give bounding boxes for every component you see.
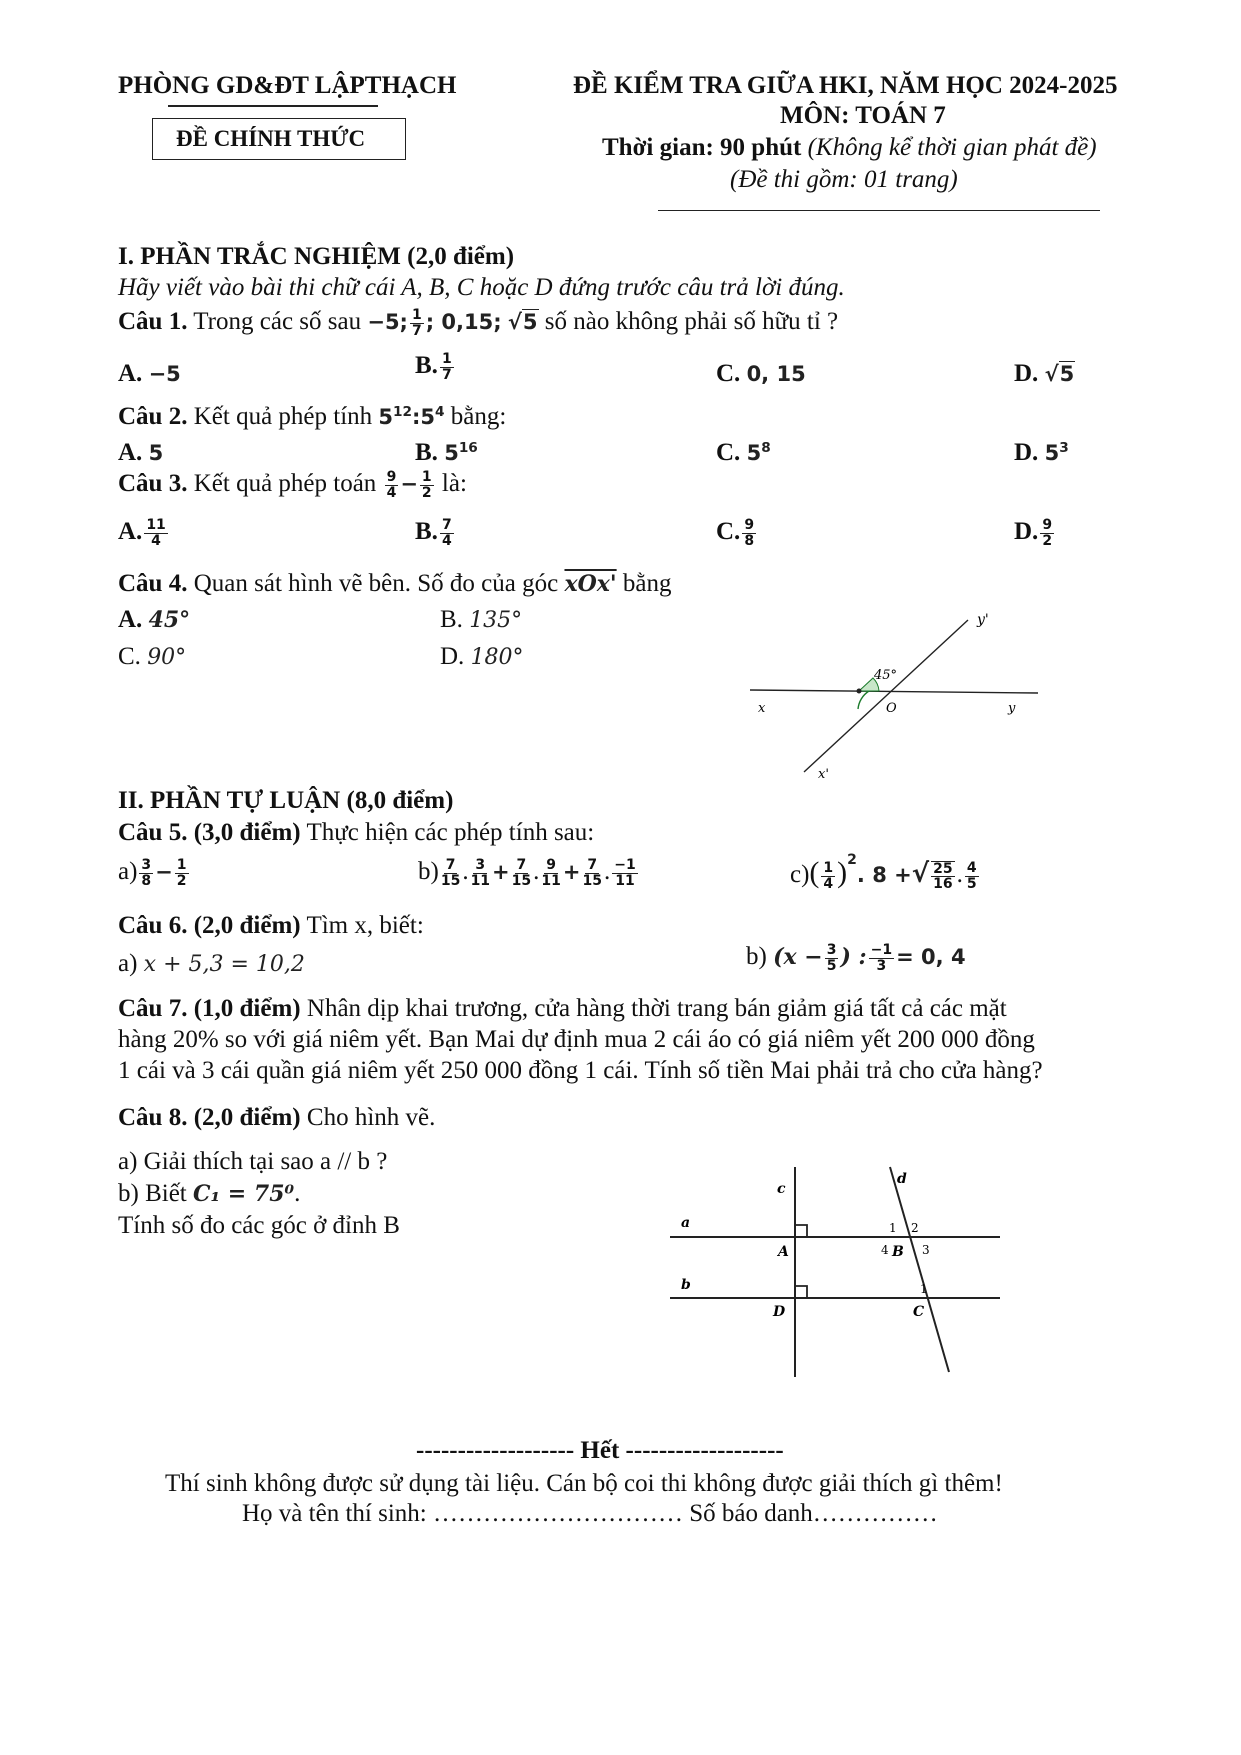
line-xy [750, 690, 1038, 693]
q5-a-label: a) [118, 858, 138, 885]
q5-a-f2n: 1 [176, 857, 187, 874]
q7-label: Câu 7. (1,0 điểm) [118, 995, 301, 1022]
label-point-d: D [773, 1304, 786, 1320]
q1-option-a [118, 360, 181, 388]
q6-b-f2n: −1 [870, 942, 893, 959]
candidate-info-line: Họ và tên thí sinh: ………………………… Số báo danh…………… [242, 1500, 938, 1527]
label-45: 45° [874, 668, 898, 683]
q5-b-f4n: 9 [546, 857, 556, 874]
q1-opt-d-label: D. [1014, 360, 1039, 387]
q8-text: Cho hình vẽ. [306, 1104, 436, 1131]
q1-opt-b-den: 7 [441, 366, 452, 383]
q4-option-d [440, 643, 524, 671]
q2-opt-c-label: C. [716, 439, 741, 466]
time-label: Thời gian: 90 phút [602, 134, 802, 161]
q5-b-f3n: 7 [516, 857, 527, 874]
q3-text-a: Kết quả phép toán [193, 470, 377, 497]
q3-opt-c-label: C. [716, 518, 741, 545]
q3-opt-a-den: 4 [151, 532, 161, 549]
q2-label: Câu 2. [118, 403, 188, 430]
q2-text-a: Kết quả phép tính [193, 403, 373, 430]
q2-opt-a-label: A. [118, 439, 143, 466]
q3-f2-den: 2 [421, 484, 432, 501]
q3-text-b: là: [441, 470, 467, 497]
q4-opt-d-label: D. [440, 643, 465, 670]
q3-f1-num: 9 [386, 469, 397, 486]
q5-b-plus1: + [492, 860, 510, 884]
q5-c-f1d: 4 [823, 875, 834, 892]
q3-frac1 [385, 470, 399, 500]
q5-b-f1d: 15 [440, 872, 461, 889]
header-rule [658, 210, 1100, 211]
q4-opt-b-label: B. [440, 606, 463, 633]
angle-b4-label: 4 [881, 1243, 889, 1257]
q1-opt-a-label: A. [118, 360, 143, 387]
q6-part-b [746, 943, 966, 973]
q6-a-expr: x + 5,3 = 10,2 [143, 952, 305, 977]
department-underline [168, 105, 378, 107]
q2-base1: 5 [378, 405, 394, 429]
q5-b-f4d: 11 [541, 872, 561, 889]
q3-opt-a-label: A. [118, 518, 143, 545]
angle-c1-label: 1 [920, 1282, 928, 1296]
q1-option-d [1014, 360, 1075, 388]
q2-opt-b-label: B. [415, 439, 438, 466]
q3-opt-c-num: 9 [744, 517, 755, 534]
q4-opt-c-label: C. [118, 643, 141, 670]
q2-exp1: 12 [393, 404, 413, 420]
right-angle-d [795, 1286, 807, 1298]
department-name: PHÒNG GD&ĐT LẬPTHẠCH [118, 72, 457, 99]
q4-option-b [440, 606, 522, 634]
q7-line3: 1 cái và 3 cái quần giá niêm yết 250 000 đồng 1 cái. Tính số tiền Mai phải trả cho cửa hàng? [118, 1057, 1043, 1084]
time-note: (Không kể thời gian phát đề) [807, 134, 1097, 161]
q4-opt-c-value: 90° [147, 645, 187, 670]
q2-opt-d-exp: 3 [1059, 440, 1069, 456]
q6-part-a [118, 950, 305, 978]
q3-f1-den: 4 [386, 484, 397, 501]
label-b: b [681, 1277, 691, 1293]
question-2 [118, 403, 506, 431]
q4-text-a: Quan sát hình vẽ bên. Số đo của góc [193, 570, 559, 597]
q5-c-f1n: 1 [823, 860, 834, 877]
q3-frac2 [420, 470, 434, 500]
q1-math-a: −5; [367, 310, 408, 334]
q8-parallel-figure [665, 1160, 1010, 1382]
q3-option-b [415, 518, 456, 548]
q3-opt-a-num: 11 [146, 517, 166, 534]
label-point-c: C [913, 1304, 925, 1320]
q3-opt-b-den: 4 [441, 532, 452, 549]
q1-opt-b-frac [440, 352, 454, 382]
q6-b-f1n: 3 [826, 942, 837, 959]
official-badge: ĐỀ CHÍNH THỨC [176, 126, 366, 151]
q1-label: Câu 1. [118, 308, 188, 335]
q5-b-plus2: + [562, 860, 581, 884]
q2-opt-d-label: D. [1014, 439, 1039, 466]
q5-c-mul: . 8 + [856, 863, 912, 887]
q3-minus: − [400, 472, 418, 496]
q5-a-op: − [155, 860, 173, 884]
q3-opt-d-label: D. [1014, 518, 1039, 545]
q6-text: Tìm x, biết: [306, 912, 424, 939]
q5-part-b: b) $\frac{7}{15}$ . $\frac{3}{11}$ + $\frac{7}{15}$ . $\frac{9}{11}$ + $\frac{7}{15}$ . $\frac{-1}{11}$ [418, 857, 636, 889]
q3-opt-d-num: 9 [1042, 517, 1053, 534]
angle-b3-label: 3 [922, 1243, 930, 1257]
question-1 [118, 308, 838, 338]
label-y: y [1008, 701, 1016, 716]
label-point-a: A [778, 1244, 789, 1260]
q3-label: Câu 3. [118, 470, 188, 497]
q5-b-f1n: 7 [445, 857, 456, 874]
q4-label: Câu 4. [118, 570, 188, 597]
q6-b-f2d: 3 [876, 957, 887, 974]
q6-b-pre: (x − [773, 944, 823, 970]
q2-option-b [415, 439, 478, 467]
q1-sqrt: √5 [507, 310, 538, 334]
q8-part-b-line2: Tính số đo các góc ở đỉnh B [118, 1212, 400, 1239]
q3-option-c [716, 518, 758, 548]
q4-angle: xOx' [564, 571, 617, 597]
label-x: x [758, 701, 766, 716]
q2-option-a [118, 439, 163, 467]
q5-b-f6d: 11 [615, 872, 635, 889]
q5-c-exp: 2 [847, 852, 857, 868]
q3-option-d [1014, 518, 1056, 548]
q1-math-b: ; 0,15; [425, 310, 502, 334]
label-x-prime: x' [818, 767, 829, 782]
label-y-prime: y' [977, 612, 989, 628]
q3-opt-c-den: 8 [744, 532, 755, 549]
q5-c-sqrt-d: 16 [933, 876, 953, 893]
q6-b-label: b) [746, 943, 767, 970]
q5-c-sqrt-n: 25 [933, 860, 953, 877]
line-xx-prime [804, 620, 968, 772]
q4-option-a [118, 606, 190, 634]
q6-a-label: a) [118, 950, 138, 977]
q6-b-f1d: 5 [826, 957, 837, 974]
q3-opt-d-den: 2 [1042, 532, 1053, 549]
q4-opt-a-value: 45° [148, 607, 191, 633]
time-line [602, 134, 1097, 162]
question-3 [118, 470, 467, 500]
q1-opt-c-value: 0, 15 [746, 362, 806, 386]
footer-note: Thí sinh không được sử dụng tài liệu. Cán bộ coi thi không được giải thích gì thêm! [165, 1470, 1003, 1497]
q1-text-b: số nào không phải số hữu tỉ ? [544, 308, 839, 335]
q8-b-pre: b) Biết [118, 1180, 187, 1207]
q2-option-c [716, 439, 771, 467]
q4-opt-b-value: 135° [469, 608, 523, 633]
q2-opt-c-exp: 8 [761, 440, 771, 456]
label-o: O [886, 701, 897, 716]
q5-b-f5d: 15 [582, 872, 602, 889]
label-c: c [777, 1181, 786, 1197]
part2-title: II. PHẦN TỰ LUẬN (8,0 điểm) [118, 787, 454, 814]
q1-fraction [410, 308, 424, 338]
q2-exp2: 4 [435, 404, 445, 420]
q4-angle-figure [750, 600, 1050, 790]
q3-opt-b-num: 7 [441, 517, 452, 534]
q2-expression [378, 405, 444, 429]
q1-text-a: Trong các số sau [193, 308, 362, 335]
q5-b-f5n: 7 [587, 857, 598, 874]
q5-b-f2n: 3 [475, 857, 486, 874]
q5-a-f1d: 8 [141, 872, 152, 889]
q6-label: Câu 6. (2,0 điểm) [118, 912, 301, 939]
q4-opt-a-label: A. [118, 606, 143, 633]
right-angle-a [795, 1225, 807, 1237]
q6-b-mid: ) : [840, 944, 867, 970]
q5-b-f6n: −1 [614, 857, 636, 874]
angle-b2-label: 2 [911, 1221, 919, 1235]
angle-arc [858, 691, 869, 709]
subject: MÔN: TOÁN 7 [780, 102, 946, 129]
line-d [890, 1167, 949, 1372]
q1-opt-d-value: 5 [1059, 362, 1075, 386]
question-7-line1 [118, 995, 1007, 1023]
q1-opt-d-sqrt: √5 [1044, 362, 1075, 386]
q4-opt-d-value: 180° [470, 645, 524, 670]
q1-frac-den: 7 [411, 322, 422, 339]
q5-c-label: c) [790, 861, 810, 888]
q1-option-b [415, 352, 456, 382]
question-4 [118, 570, 671, 598]
q5-part-c: c)( $\frac{1}{4}$ )$^2$. 8 +√ $\frac{25}{16}$ . $\frac{4}{5}$ [790, 852, 977, 893]
q5-b-f3d: 15 [511, 872, 532, 889]
q2-opt-d-base: 5 [1044, 441, 1060, 465]
q2-text-b: bằng: [450, 403, 507, 430]
angle-b1-label: 1 [889, 1221, 897, 1235]
q5-text: Thực hiện các phép tính sau: [306, 819, 595, 846]
q8-b-dot: . [294, 1180, 301, 1207]
q1-frac-num: 1 [411, 307, 422, 324]
q3-f2-num: 1 [421, 469, 432, 486]
q2-option-d [1014, 439, 1069, 467]
q5-b-f2d: 11 [470, 872, 491, 889]
q8-label: Câu 8. (2,0 điểm) [118, 1104, 301, 1131]
q5-c-f2n: 4 [966, 860, 977, 877]
q5-a-f2d: 2 [176, 872, 187, 889]
q1-opt-b-num: 1 [441, 351, 452, 368]
end-marker: ------------------- Hết ------------------- [416, 1437, 784, 1464]
q2-colon: : [412, 405, 421, 429]
q1-opt-b-label: B. [415, 352, 438, 379]
q5-a-f1n: 3 [141, 857, 152, 874]
q8-part-a: a) Giải thích tại sao a // b ? [118, 1148, 388, 1175]
q1-sqrt-val: 5 [522, 310, 538, 334]
q5-b-label: b) [418, 858, 439, 885]
pages-note: (Đề thi gồm: 01 trang) [730, 166, 958, 193]
q5-c-f2d: 5 [966, 875, 977, 892]
question-8 [118, 1104, 435, 1132]
q1-opt-c-label: C. [716, 360, 741, 387]
q5-label: Câu 5. (3,0 điểm) [118, 819, 301, 846]
q7-line1: Nhân dịp khai trương, cửa hàng thời trang bán giảm giá tất cả các mặt [306, 995, 1007, 1022]
q2-opt-b-exp: 16 [458, 440, 478, 456]
q4-option-c [118, 643, 186, 671]
q2-opt-b-base: 5 [444, 441, 459, 465]
q2-opt-c-base: 5 [746, 441, 762, 465]
part1-title: I. PHẦN TRẮC NGHIỆM (2,0 điểm) [118, 243, 515, 270]
q4-text-b: bằng [622, 570, 672, 597]
part1-instruction: Hãy viết vào bài thi chữ cái A, B, C hoặc D đứng trước câu trả lời đúng. [118, 274, 845, 301]
exam-title: ĐỀ KIỂM TRA GIỮA HKI, NĂM HỌC 2024-2025 [573, 72, 1118, 99]
label-a: a [681, 1215, 691, 1231]
q3-opt-b-label: B. [415, 518, 438, 545]
question-5 [118, 819, 594, 847]
label-d: d [897, 1171, 907, 1187]
q1-opt-a-value: −5 [148, 362, 181, 386]
q6-b-post: = 0, 4 [896, 945, 966, 969]
q2-base2: 5 [420, 405, 436, 429]
q8-part-b [118, 1180, 300, 1208]
q5-part-a [118, 858, 191, 888]
q3-option-a [118, 518, 170, 548]
question-6 [118, 912, 424, 940]
label-point-b: B [892, 1244, 904, 1260]
q1-option-c [716, 360, 806, 388]
q8-b-angle: C₁ = 75⁰ [193, 1181, 295, 1207]
q7-line2: hàng 20% so với giá niêm yết. Bạn Mai dự định mua 2 cái áo có giá niêm yết 200 000 đồng [118, 1026, 1035, 1053]
q2-opt-a-value: 5 [148, 441, 164, 465]
point-o [857, 689, 862, 694]
